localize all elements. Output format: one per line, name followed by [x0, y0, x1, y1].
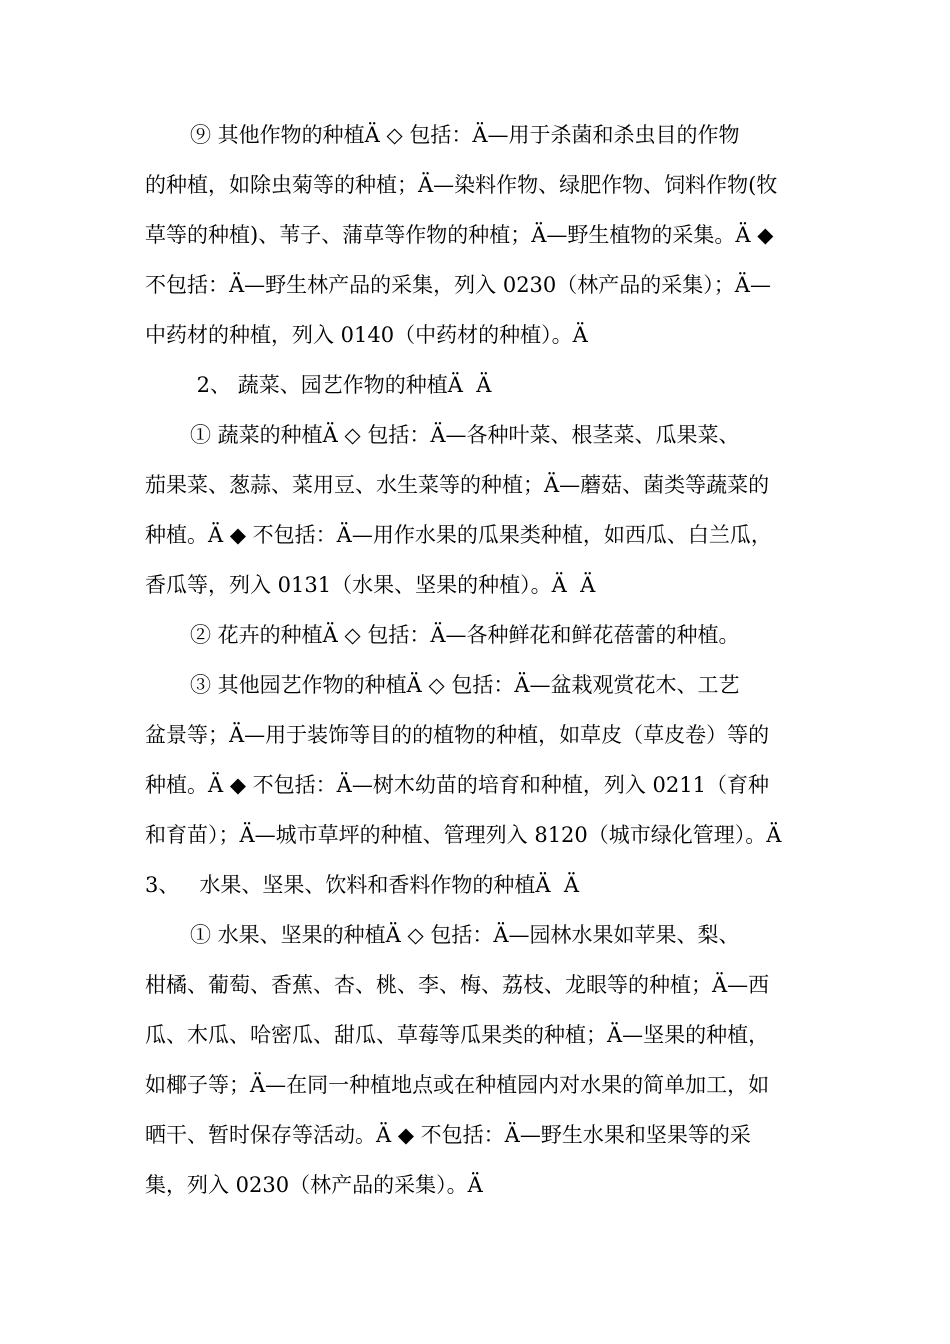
text-line-21: 晒干、暂时保存等活动。Ä ◆ 不包括：Ä—野生水果和坚果等的采 [145, 1123, 751, 1147]
text-line-19: 瓜、木瓜、哈密瓜、甜瓜、草莓等瓜果类的种植；Ä—坚果的种植， [145, 1023, 770, 1047]
text-line-22: 集，列入 0230（林产品的采集）。Ä [145, 1173, 483, 1197]
text-line-20: 如椰子等；Ä—在同一种植地点或在种植园内对水果的简单加工，如 [145, 1073, 770, 1097]
text-line-9: 种植。Ä ◆ 不包括：Ä—用作水果的瓜果类种植，如西瓜、白兰瓜， [145, 523, 772, 547]
text-line-13: 盆景等；Ä—用于装饰等目的的植物的种植，如草皮（草皮卷）等的 [145, 723, 770, 747]
text-line-2: 的种植，如除虫菊等的种植；Ä—染料作物、绿肥作物、饲料作物(牧 [145, 173, 778, 197]
text-line-1: ⑨ 其他作物的种植Ä ◇ 包括：Ä—用于杀菌和杀虫目的作物 [190, 123, 740, 147]
text-line-5: 中药材的种植，列入 0140（中药材的种植）。Ä [145, 323, 588, 347]
text-line-4: 不包括：Ä—野生林产品的采集，列入 0230（林产品的采集）；Ä— [145, 273, 771, 297]
section-heading-2: 2、 蔬菜、园艺作物的种植Ä Ä [190, 373, 492, 397]
text-line-10: 香瓜等，列入 0131（水果、坚果的种植）。Ä Ä [145, 573, 596, 597]
text-line-18: 柑橘、葡萄、香蕉、杏、桃、李、梅、荔枝、龙眼等的种植；Ä—西 [145, 973, 770, 997]
text-line-7: ① 蔬菜的种植Ä ◇ 包括：Ä—各种叶菜、根茎菜、瓜果菜、 [190, 423, 740, 447]
text-line-12: ③ 其他园艺作物的种植Ä ◇ 包括：Ä—盆栽观赏花木、工艺 [190, 673, 740, 697]
text-line-3: 草等的种植)、苇子、蒲草等作物的种植；Ä—野生植物的采集。Ä ◆ [145, 223, 774, 247]
section-heading-3: 3、 水果、坚果、饮料和香料作物的种植Ä Ä [145, 873, 580, 897]
text-line-15: 和育苗）；Ä—城市草坪的种植、管理列入 8120（城市绿化管理）。Ä [145, 823, 782, 847]
text-line-8: 茄果菜、葱蒜、菜用豆、水生菜等的种植；Ä—蘑菇、菌类等蔬菜的 [145, 473, 770, 497]
text-line-14: 种植。Ä ◆ 不包括：Ä—树木幼苗的培育和种植，列入 0211（育种 [145, 773, 769, 797]
text-line-11: ② 花卉的种植Ä ◇ 包括：Ä—各种鲜花和鲜花蓓蕾的种植。 [190, 623, 740, 647]
text-line-17: ① 水果、坚果的种植Ä ◇ 包括：Ä—园林水果如苹果、梨、 [190, 923, 740, 947]
